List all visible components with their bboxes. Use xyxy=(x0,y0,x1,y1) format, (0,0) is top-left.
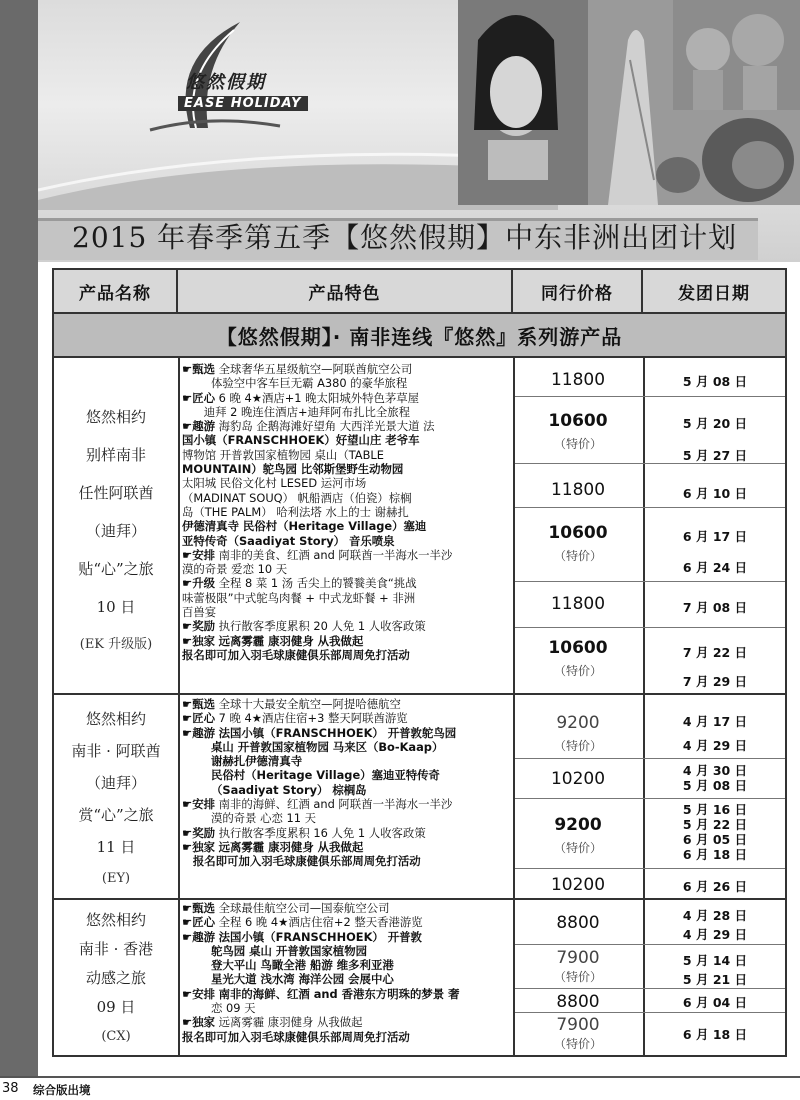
date-cell xyxy=(645,1027,785,1042)
logo-text-cn: 悠然假期 xyxy=(186,72,266,93)
tour-name-line: （迪拜） xyxy=(85,522,146,540)
price-value: 9200 xyxy=(556,713,600,733)
col-divider-1 xyxy=(178,358,180,1057)
feature-line: ☛匠心 6 晚 4★酒店+1 晚太阳城外特色茅草屋 xyxy=(182,390,420,405)
feature-line: ☛匠心 全程 6 晚 4★酒店住宿+2 整天香港游览 xyxy=(182,915,423,930)
section-title: 【悠然假期】· 南非连线『悠然』系列游产品 xyxy=(54,314,785,358)
special-price-note: （特价） xyxy=(553,970,602,984)
tour-name-line: 赏“心”之旅 xyxy=(78,806,154,824)
price-cell xyxy=(515,1015,641,1052)
departure-date: 6 月 18 日 xyxy=(682,1027,748,1042)
date-cell xyxy=(645,879,785,894)
date-cell xyxy=(645,995,785,1010)
price-cell xyxy=(515,523,641,564)
price-cell xyxy=(515,594,641,614)
page-number: 38 xyxy=(2,1081,19,1096)
logo-text-en: EASE HOLIDAY xyxy=(178,96,308,111)
feature-line: 国小镇（FRANSCHHOEK）好望山庄 老爷车 xyxy=(182,433,420,448)
price-value: 10200 xyxy=(550,875,606,895)
departure-date: 6 月 24 日 xyxy=(682,560,748,575)
date-cell xyxy=(645,802,785,862)
tour-name-line: 贴“心”之旅 xyxy=(78,560,154,578)
departure-date: 5 月 27 日 xyxy=(682,448,748,463)
price-row-line xyxy=(515,988,785,989)
feature-line: 报名即可加入羽毛球康健俱乐部周周免打活动 xyxy=(192,854,421,869)
departure-date: 6 月 17 日 xyxy=(682,529,748,544)
price-value: 10600 xyxy=(548,638,608,658)
date-cell xyxy=(645,486,785,501)
date-cell xyxy=(645,927,785,942)
feature-line: ☛安排 南非的海鲜、红酒 and 阿联酋一半海水一半沙 xyxy=(182,797,453,812)
feature-line: ☛甄选 全球十大最安全航空—阿提哈德航空 xyxy=(182,697,401,711)
feature-line: ☛升级 全程 8 菜 1 汤 舌尖上的饕餮美食“挑战 xyxy=(182,576,417,591)
feature-line: （Saadiyat Story） 棕榈岛 xyxy=(210,782,367,797)
price-row-line xyxy=(515,627,785,628)
price-value: 8800 xyxy=(556,992,600,1012)
tour-name-line: 悠然相约 xyxy=(85,911,146,929)
departure-date: 6 月 10 日 xyxy=(682,486,748,501)
feature-line: ☛独家 远离雾霾 康羽健身 从我做起 xyxy=(182,1015,363,1030)
tour-name-line: 09 日 xyxy=(96,998,136,1016)
tour-2-name xyxy=(54,703,178,895)
header-product-name: 产品名称 xyxy=(54,270,178,314)
tour-name-line: 南非 · 阿联酋 xyxy=(71,742,161,760)
price-row-line xyxy=(515,1012,785,1013)
feature-line: 漠的奇景 心恋 11 天 xyxy=(210,811,317,826)
feature-line: 迪拜 2 晚连住酒店+迪拜阿布扎比全旅程 xyxy=(203,404,411,419)
date-cell xyxy=(645,560,785,575)
feature-line: ☛安排 南非的美食、红酒 and 阿联酋一半海水一半沙 xyxy=(182,547,453,562)
feature-line: 报名即可加入羽毛球康健俱乐部周周免打活动 xyxy=(182,1029,410,1044)
price-cell xyxy=(515,769,641,789)
price-row-line xyxy=(515,581,785,582)
departure-date: 6 月 26 日 xyxy=(682,879,748,894)
date-cell xyxy=(645,763,785,793)
departure-date: 7 月 08 日 xyxy=(682,600,748,615)
date-cell xyxy=(645,908,785,923)
date-cell xyxy=(645,674,785,689)
price-cell xyxy=(515,875,641,895)
departure-date: 4 月 29 日 xyxy=(682,927,748,942)
price-row-line xyxy=(515,463,785,464)
departure-date: 4 月 29 日 xyxy=(682,738,748,753)
departure-date: 5 月 20 日 xyxy=(682,416,748,431)
left-margin-bar xyxy=(0,0,38,1078)
departure-date: 7 月 29 日 xyxy=(682,674,748,689)
price-value: 8800 xyxy=(556,913,600,933)
price-cell xyxy=(515,913,641,933)
travel-photo-collage xyxy=(458,0,800,205)
price-row-line xyxy=(515,868,785,869)
special-price-note: （特价） xyxy=(553,1037,602,1051)
feature-line: 岛（THE PALM） 哈利法塔 水上的士 谢赫扎 xyxy=(182,504,409,519)
special-price-note: （特价） xyxy=(553,739,602,753)
price-cell xyxy=(515,411,641,452)
tour-name-line: （迪拜） xyxy=(85,774,146,792)
section-label: 综合版出境 xyxy=(33,1083,91,1097)
feature-line: 登大平山 鸟瞰全港 船游 维多利亚港 xyxy=(210,958,394,973)
departure-date: 5 月 14 日 xyxy=(682,953,748,968)
price-value: 10600 xyxy=(548,523,608,543)
price-row-line xyxy=(515,944,785,945)
tour-name-line: 10 日 xyxy=(96,598,136,616)
price-cell xyxy=(515,480,641,500)
feature-line: 报名即可加入羽毛球康健俱乐部周周免打活动 xyxy=(182,647,410,662)
date-cell xyxy=(645,953,785,968)
tour-name-line: 南非 · 香港 xyxy=(78,940,154,958)
price-row-line xyxy=(515,798,785,799)
departure-date: 6 月 05 日 xyxy=(682,832,748,847)
special-price-note: （特价） xyxy=(553,664,602,678)
tour-name-line: 别样南非 xyxy=(85,446,146,464)
price-cell xyxy=(515,638,641,679)
price-row-line xyxy=(515,396,785,397)
special-price-note: （特价） xyxy=(553,841,602,855)
tour-name-line: 动感之旅 xyxy=(85,969,146,987)
feature-line: 体验空中客车巨无霸 A380 的豪华旅程 xyxy=(210,376,408,391)
feature-line: 谢赫扎伊德清真寺 xyxy=(210,754,303,769)
feature-line: 味蕾极限”中式鸵鸟肉餐 + 中式龙虾餐 + 非洲 xyxy=(182,590,416,605)
departure-date: 5 月 21 日 xyxy=(682,972,748,987)
tour-1-features xyxy=(182,362,510,692)
feature-line: ☛独家 远离雾霾 康羽健身 从我做起 xyxy=(182,839,364,854)
departure-date: 6 月 18 日 xyxy=(682,847,748,862)
departure-date: 5 月 08 日 xyxy=(682,778,748,793)
feature-line: ☛甄选 全球最佳航空公司—国泰航空公司 xyxy=(182,901,390,915)
feature-line: ☛奖励 执行散客季度累积 16 人免 1 人收客政策 xyxy=(182,825,426,840)
price-value: 7900 xyxy=(556,1015,600,1035)
departure-date: 6 月 04 日 xyxy=(682,995,748,1010)
price-row-line xyxy=(515,507,785,508)
tour-2-features xyxy=(182,697,510,895)
header-departure-date: 发团日期 xyxy=(643,270,785,314)
date-cell xyxy=(645,416,785,431)
tour-1-name xyxy=(54,398,178,664)
feature-line: 星光大道 浅水湾 海洋公园 会展中心 xyxy=(210,972,394,987)
departure-date: 5 月 08 日 xyxy=(682,374,748,389)
feature-line: （MADINAT SOUQ） 帆船酒店（伯瓷）棕榈 xyxy=(182,490,412,505)
date-cell xyxy=(645,448,785,463)
feature-line: 民俗村（Heritage Village）塞迪亚特传奇 xyxy=(210,768,440,783)
date-cell xyxy=(645,600,785,615)
price-cell xyxy=(515,815,641,856)
feature-line: ☛趣游 海豹岛 企鹅海滩好望角 大西洋光景大道 法 xyxy=(182,419,435,434)
date-cell xyxy=(645,714,785,729)
departure-date: 4 月 30 日 xyxy=(682,763,748,778)
feature-line: ☛甄选 全球奢华五星级航空—阿联酋航空公司 xyxy=(182,362,413,376)
departure-date: 4 月 17 日 xyxy=(682,714,748,729)
feature-line: 亚特传奇（Saadiyat Story） 音乐喷泉 xyxy=(182,533,395,548)
feature-line: ☛独家 远离雾霾 康羽健身 从我做起 xyxy=(182,633,364,648)
tour-divider-1 xyxy=(54,693,785,695)
price-value: 9200 xyxy=(554,815,602,835)
price-cell xyxy=(515,370,641,390)
price-value: 11800 xyxy=(550,594,606,614)
feature-line: ☛安排 南非的海鲜、红酒 and 香港东方明珠的梦景 奢 xyxy=(182,986,460,1001)
special-price-note: （特价） xyxy=(553,549,602,563)
tour-3-features xyxy=(182,901,510,1056)
footer-rule xyxy=(0,1076,800,1078)
date-cell xyxy=(645,972,785,987)
date-cell xyxy=(645,374,785,389)
feature-line: 太阳城 民俗文化村 LESED 运河市场 xyxy=(182,476,367,491)
feature-line: MOUNTAIN）鸵鸟园 比邻斯堡野生动物园 xyxy=(182,462,404,477)
date-cell xyxy=(645,738,785,753)
tour-name-line: (EK 升级版) xyxy=(79,637,153,652)
tour-name-line: (CX) xyxy=(101,1029,131,1044)
departure-date: 4 月 28 日 xyxy=(682,908,748,923)
tour-name-line: 11 日 xyxy=(96,838,136,856)
price-cell xyxy=(515,948,641,985)
feature-line: ☛匠心 7 晚 4★酒店住宿+3 整天阿联酋游览 xyxy=(182,711,408,726)
feature-line: 伊德清真寺 民俗村（Heritage Village）塞迪 xyxy=(182,519,427,534)
special-price-note: （特价） xyxy=(553,437,602,451)
price-value: 11800 xyxy=(550,370,606,390)
price-cell xyxy=(515,713,641,754)
price-cell xyxy=(515,992,641,1012)
feature-line: ☛趣游 法国小镇（FRANSCHHOEK） 开普敦 xyxy=(182,929,422,944)
feature-line: 百兽宴 xyxy=(182,605,217,620)
tour-name-line: 悠然相约 xyxy=(85,408,146,426)
tour-schedule-table xyxy=(52,268,787,1057)
tour-divider-2 xyxy=(54,898,785,900)
price-value: 10200 xyxy=(550,769,606,789)
feature-line: 鸵鸟园 桌山 开普敦国家植物园 xyxy=(210,943,367,958)
departure-date: 7 月 22 日 xyxy=(682,645,748,660)
header-product-features: 产品特色 xyxy=(178,270,513,314)
price-row-line xyxy=(515,758,785,759)
departure-date: 5 月 16 日 xyxy=(682,802,748,817)
tour-3-name xyxy=(54,906,178,1051)
feature-line: ☛奖励 执行散客季度累积 20 人免 1 人收客政策 xyxy=(182,619,426,634)
feature-line: 桌山 开普敦国家植物园 马来区（Bo-Kaap） xyxy=(210,739,444,754)
feature-line: 博物馆 开普敦国家植物园 桌山（TABLE xyxy=(182,447,384,462)
feature-line: 漠的奇景 爱恋 10 天 xyxy=(182,562,288,577)
feature-line: ☛趣游 法国小镇（FRANSCHHOEK） 开普敦鸵鸟园 xyxy=(182,725,457,740)
date-cell xyxy=(645,529,785,544)
price-value: 7900 xyxy=(556,948,600,968)
date-cell xyxy=(645,645,785,660)
tour-name-line: (EY) xyxy=(101,871,131,886)
banner-title: 2015 年春季第五季【悠然假期】中东非洲出团计划 xyxy=(72,221,738,254)
tour-name-line: 任性阿联酋 xyxy=(78,484,154,502)
feature-line: 恋 09 天 xyxy=(210,1001,256,1016)
price-value: 11800 xyxy=(550,480,606,500)
tour-name-line: 悠然相约 xyxy=(85,710,146,728)
price-value: 10600 xyxy=(548,411,608,431)
header-trade-price: 同行价格 xyxy=(513,270,643,314)
departure-date: 5 月 22 日 xyxy=(682,817,748,832)
